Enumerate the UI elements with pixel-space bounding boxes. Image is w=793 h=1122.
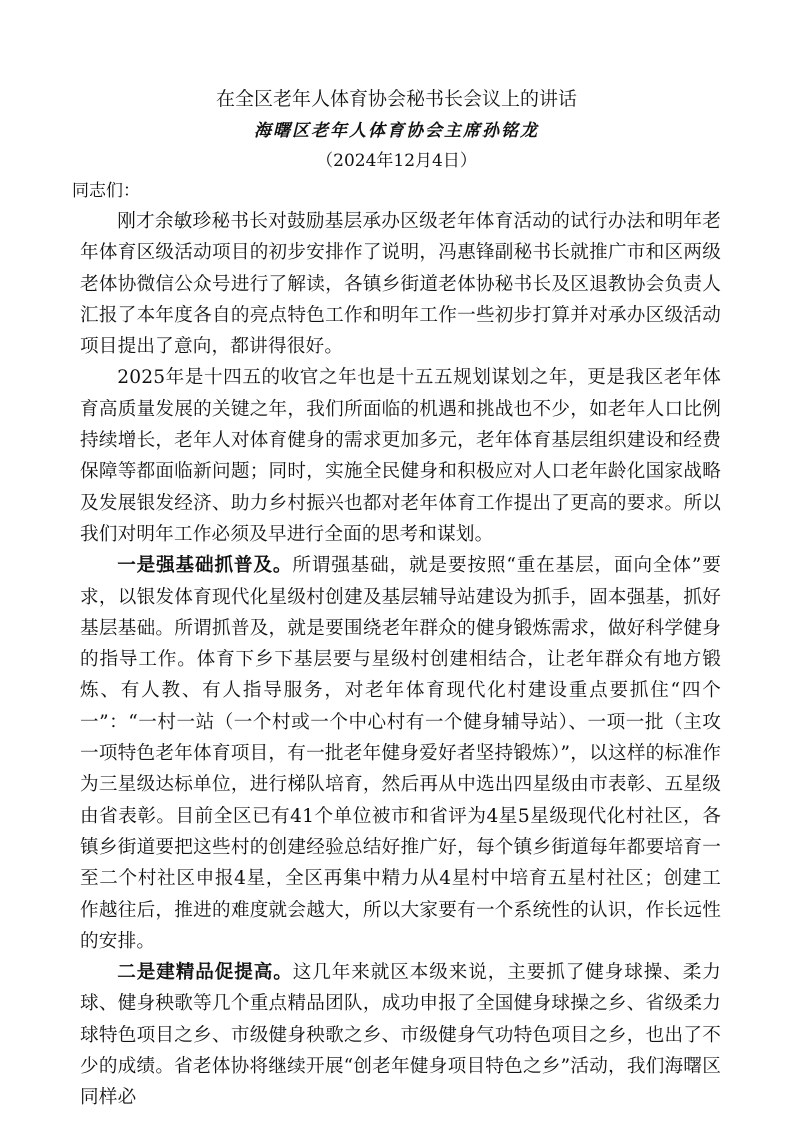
paragraph-4 bbox=[80, 957, 721, 1113]
paragraph-text: 所谓强基础，就是要按照“重在基层，面向全体”要求，以银发体育现代化星级村创建及基层辅导站建设为抓手，固本强基，抓好基层基础。所谓抓普及，就是要围绕老年群众的健身锻炼需求，做好科学健身的指导工作。体育下乡下基层要与星级村创建相结合，让老年群众有地方锻炼、有人教、有人指导服务，对老年体育现代化村建设重点要抓住“四个一”：“一村一站（一个村或一个中心村有一个健身辅导站）、一项一批（主攻一项特色老年体育项目，有一批老年健身爱好者坚持锻炼）”，以这样的标准作为三星级达标单位，进行梯队培育，然后再从中选出四星级由市表彰、五星级由省表彰。目前全区已有41个单位被市和省评为4星5星级现代化村社区，各镇乡街道要把这些村的创建经验总结好推广好，每个镇乡街道每年都要培育一至二个村社区申报4星，全区再集中精力从4星村中培育五星村社区；创建工作越往后，推进的难度就会越大，所以大家要有一个系统性的认识，作长远性的安排。 bbox=[80, 555, 721, 952]
paragraph-2 bbox=[80, 362, 721, 550]
paragraph-text: 2025年是十四五的收官之年也是十五五规划谋划之年，更是我区老年体育高质量发展的关键之年，我们所面临的机遇和挑战也不少，如老年人口比例持续增长，老年人对体育健身的需求更加多元，老年体育基层组织建设和经费保障等都面临新问题；同时，实施全民健身和积极应对人口老年龄化国家战略及发展银发经济、助力乡村振兴也都对老年体育工作提出了更高的要求。所以我们对明年工作必须及早进行全面的思考和谋划。 bbox=[80, 367, 721, 545]
paragraph-3 bbox=[80, 550, 721, 957]
salutation: 同志们： bbox=[72, 181, 140, 201]
paragraph-text: 刚才余敏珍秘书长对鼓励基层承办区级老年体育活动的试行办法和明年老年体育区级活动项目的初步安排作了说明，冯惠锋副秘书长就推广市和区两级老体协微信公众号进行了解读，各镇乡街道老体协秘书长及区退教协会负责人汇报了本年度各自的亮点特色工作和明年工作一些初步打算并对承办区级活动项目提出了意向，都讲得很好。 bbox=[80, 211, 721, 358]
paragraph-text: 这几年来就区本级来说，主要抓了健身球操、柔力球、健身秧歌等几个重点精品团队，成功申报了全国健身球操之乡、省级柔力球特色项目之乡、市级健身秧歌之乡、市级健身气功特色项目之乡，也出了不少的成绩。省老体协将继续开展“创老年健身项目特色之乡”活动，我们海曙区同样必 bbox=[80, 962, 721, 1109]
paragraph-1 bbox=[80, 206, 721, 362]
speaker-line: 海曙区老年人体育协会主席孙铭龙 bbox=[254, 121, 539, 141]
speech-body bbox=[80, 206, 721, 1114]
speech-date: （2024年12月4日） bbox=[316, 151, 477, 171]
document-title: 在全区老年人体育协会秘书长会议上的讲话 bbox=[215, 88, 577, 110]
paragraph-heading: 一是强基础抓普及。 bbox=[117, 555, 293, 577]
paragraph-heading: 二是建精品促提高。 bbox=[117, 962, 293, 984]
